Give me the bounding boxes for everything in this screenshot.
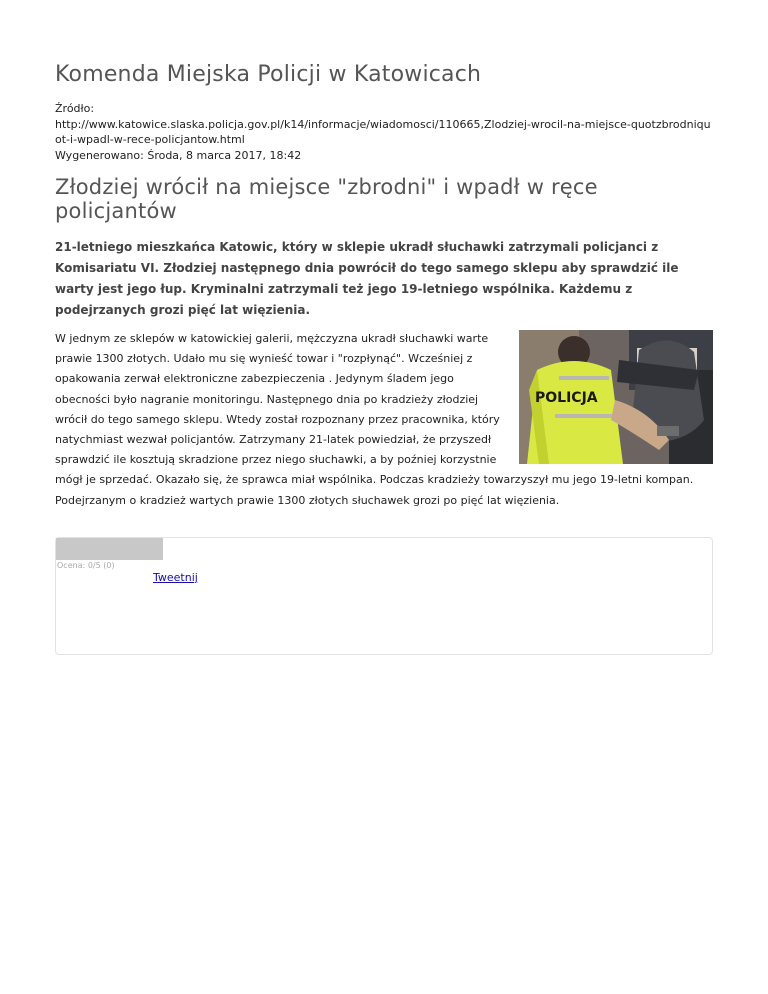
source-meta (55, 101, 713, 163)
generated-date: Wygenerowano: Środa, 8 marca 2017, 18:42 (55, 148, 302, 162)
source-label: Źródło: (55, 102, 95, 115)
tweet-link[interactable]: Tweetnij (153, 570, 198, 584)
article-body-section (55, 329, 713, 511)
site-title: Komenda Miejska Policji w Katowicach (55, 62, 482, 87)
article-title: Złodziej wrócił na miejsce "zbrodni" i wpadł w ręce policjantów (55, 175, 598, 223)
rating-panel (55, 537, 713, 655)
police-arrest-photo (519, 330, 713, 464)
source-url: http://www.katowice.slaska.policja.gov.pl/k14/informacje/wiadomosci/110665,Zlodziej-wrocil-na-miejsce-quotzbrodniquot-i-wpadl-w-rece-policjantow.html (55, 117, 711, 146)
article-body: W jednym ze sklepów w katowickiej galerii, mężczyzna ukradł słuchawki warte prawie 1300 złotych. Udało mu się wynieść towar i "rozpłynąć". Wcześniej z opakowania zerwał elektroniczne zabezpieczenia . Jedynym śladem jego obecności było nagranie monitoringu. Następnego dnia po kradzieży złodziej wrócił do tego samego sklepu. Wtedy został rozpoznany przez pracownika, który natychmiast wezwał policjantów. Zatrzymany 21-latek powiedział, że przyszedł sprawdzić ile kosztują skradzione przez niego słuchawki, a by poźniej korzystnie mógł je sprzedać. Okazało się, że sprawca miał wspólnika. Podczas kradzieży towarzyszył mu jego 19-letni kompan. Podejrzanym o kradzież wartych prawie 1300 złotych słuchawek grozi po pięć lat więzienia. (55, 332, 694, 507)
article-photo (519, 330, 713, 464)
rating-stars-bar[interactable] (56, 538, 163, 560)
vest-label: POLICJA (535, 390, 598, 406)
rating-text: Ocena: 0/5 (0) (57, 560, 115, 570)
article-lead: 21-letniego mieszkańca Katowic, który w sklepie ukradł słuchawki zatrzymali policjanci z Komisariatu VI. Złodziej następnego dnia powrócił do tego samego sklepu aby sprawdzić ile warty jest jego łup. Kryminalni zatrzymali też jego 19-letniego wspólnika. Każdemu z podejrzanych grozi pięć lat więzienia. (55, 240, 679, 317)
